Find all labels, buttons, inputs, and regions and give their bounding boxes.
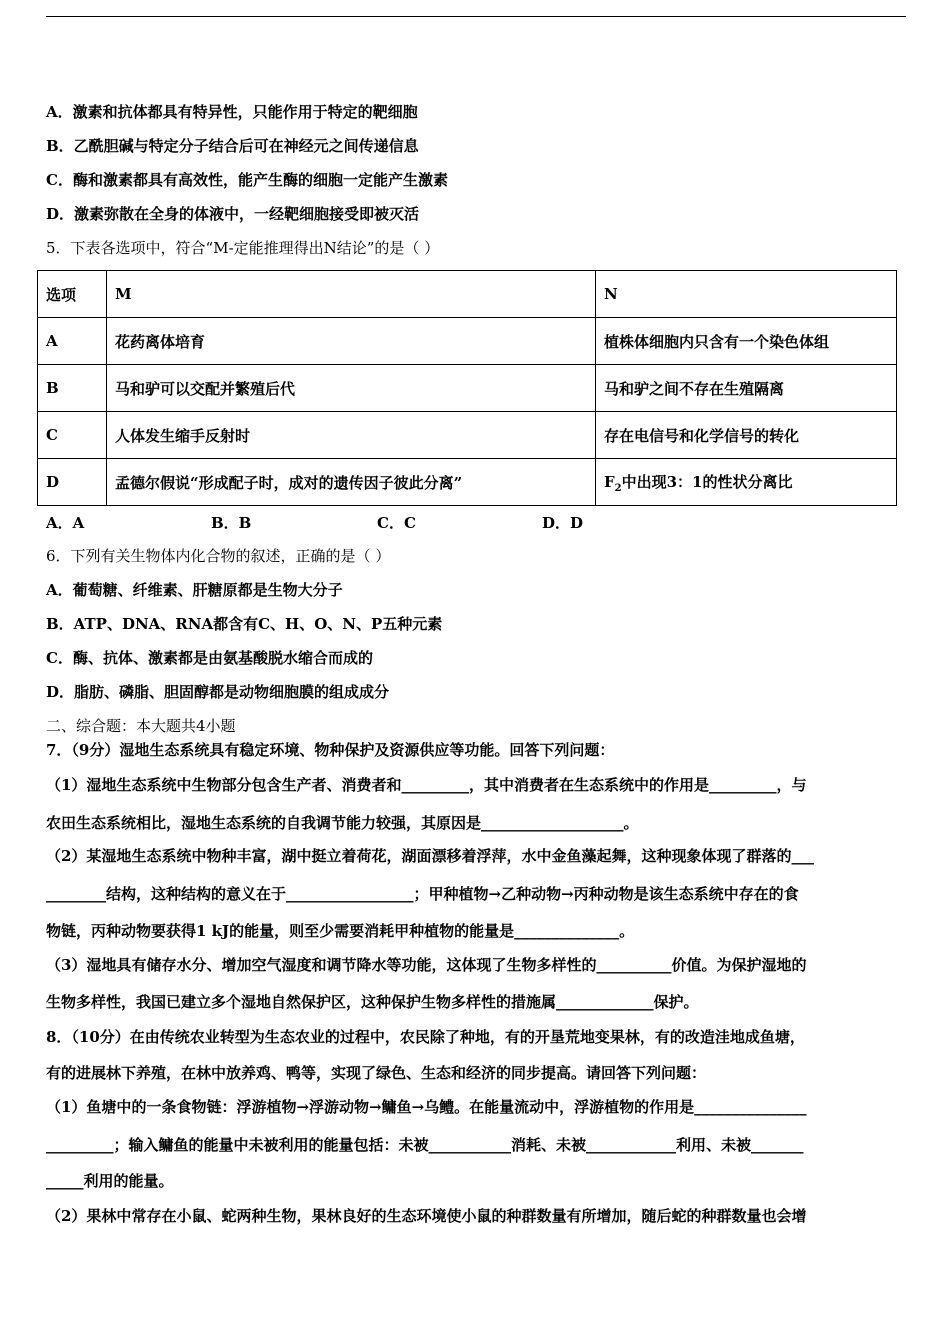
q5-choice-d: D．D <box>542 514 584 532</box>
table-cell: A <box>38 318 107 365</box>
q8-part2-line1: （2）果林中常存在小鼠、蛇两种生物，果林良好的生态环境使小鼠的种群数量有所增加，随后蛇的种群数量也会增 <box>46 1207 807 1225</box>
q7-part2-line3: 物链，丙种动物要获得1 kJ的能量，则至少需要消耗甲种植物的能量是______________。 <box>46 922 635 940</box>
q7-stem: 7．（9分）湿地生态系统具有稳定环境、物种保护及资源供应等功能。回答下列问题： <box>46 741 615 759</box>
q4-option-b: B．乙酰胆碱与特定分子结合后可在神经元之间传递信息 <box>46 137 419 155</box>
q7-part3-line2: 生物多样性，我国已建立多个湿地自然保护区，这种保护生物多样性的措施属_____________保护。 <box>46 993 699 1011</box>
q6-option-b: B．ATP、DNA、RNA都含有C、H、O、N、P五种元素 <box>46 615 443 633</box>
f2-text: 中出现3：1的性状分离比 <box>621 472 793 491</box>
table-cell: 孟德尔假说“形成配子时，成对的遗传因子彼此分离” <box>107 459 596 506</box>
q7-part1-line1: （1）湿地生态系统中生物部分包含生产者、消费者和_________，其中消费者在生态系统中的作用是_________，与 <box>46 776 807 794</box>
table-cell: 人体发生缩手反射时 <box>107 412 596 459</box>
q6-option-c: C．酶、抗体、激素都是由氨基酸脱水缩合而成的 <box>46 649 373 667</box>
q7-part3-line1: （3）湿地具有储存水分、增加空气湿度和调节降水等功能，这体现了生物多样性的__________价值。为保护湿地的 <box>46 956 807 974</box>
q8-part1-line3: _____利用的能量。 <box>46 1172 174 1190</box>
q8-stem-line1: 8．（10分）在由传统农业转型为生态农业的过程中，农民除了种地，有的开垦荒地变果林，有的改造洼地成鱼塘， <box>46 1028 805 1046</box>
q4-option-a: A．激素和抗体都具有特异性，只能作用于特定的靶细胞 <box>46 103 418 121</box>
table-cell: 马和驴之间不存在生殖隔离 <box>596 365 897 412</box>
q5-choice-a: A．A <box>46 514 85 532</box>
q8-stem-line2: 有的进展林下养殖，在林中放养鸡、鸭等，实现了绿色、生态和经济的同步提高。请回答下列问题： <box>46 1064 707 1082</box>
q6-option-d: D．脂肪、磷脂、胆固醇都是动物细胞膜的组成成分 <box>46 683 390 701</box>
q5-table <box>37 270 897 506</box>
table-cell: D <box>38 459 107 506</box>
header-cell: 选项 <box>38 271 107 318</box>
f2-subscript: 2 <box>614 482 622 494</box>
table-row <box>38 318 897 365</box>
q5-stem: 5．下表各选项中，符合“M-定能推理得出N结论”的是（ ） <box>46 239 440 257</box>
section-heading: 二、综合题：本大题共4小题 <box>46 717 236 735</box>
q7-part2-line2: ________结构，这种结构的意义在于_________________；甲种植物→乙种动物→丙种动物是该生态系统中存在的食 <box>46 885 799 903</box>
q5-choice-b: B．B <box>211 514 252 532</box>
q7-part2-line1: （2）某湿地生态系统中物种丰富，湖中挺立着荷花，湖面漂移着浮萍，水中金鱼藻起舞，这种现象体现了群落的___ <box>46 847 814 865</box>
q5-choice-c: C．C <box>377 514 416 532</box>
table-cell: B <box>38 365 107 412</box>
header-cell: M <box>107 271 596 318</box>
table-cell: 植株体细胞内只含有一个染色体组 <box>596 318 897 365</box>
f2-symbol: F <box>604 472 615 491</box>
table-row <box>38 365 897 412</box>
table-header-row <box>38 271 897 318</box>
table-cell: 马和驴可以交配并繁殖后代 <box>107 365 596 412</box>
table-row <box>38 412 897 459</box>
q4-option-c: C．酶和激素都具有高效性，能产生酶的细胞一定能产生激素 <box>46 171 448 189</box>
table-cell: 花药离体培育 <box>107 318 596 365</box>
table-row <box>38 459 897 506</box>
q7-part1-line2: 农田生态系统相比，湿地生态系统的自我调节能力较强，其原因是___________________。 <box>46 814 639 832</box>
table-cell: C <box>38 412 107 459</box>
header-cell: N <box>596 271 897 318</box>
table-cell <box>596 459 897 506</box>
q6-option-a: A．葡萄糖、纤维素、肝糖原都是生物大分子 <box>46 581 343 599</box>
table-cell: 存在电信号和化学信号的转化 <box>596 412 897 459</box>
header-rule <box>46 16 906 17</box>
q4-option-d: D．激素弥散在全身的体液中，一经靶细胞接受即被灭活 <box>46 205 420 223</box>
q8-part1-line1: （1）鱼塘中的一条食物链：浮游植物→浮游动物→鳙鱼→乌鳢。在能量流动中，浮游植物的作用是_______________ <box>46 1098 807 1116</box>
q8-part1-line2: _________；输入鳙鱼的能量中未被利用的能量包括：未被___________消耗、未被____________利用、未被_______ <box>46 1136 804 1154</box>
q6-stem: 6．下列有关生物体内化合物的叙述，正确的是（ ） <box>46 547 391 565</box>
